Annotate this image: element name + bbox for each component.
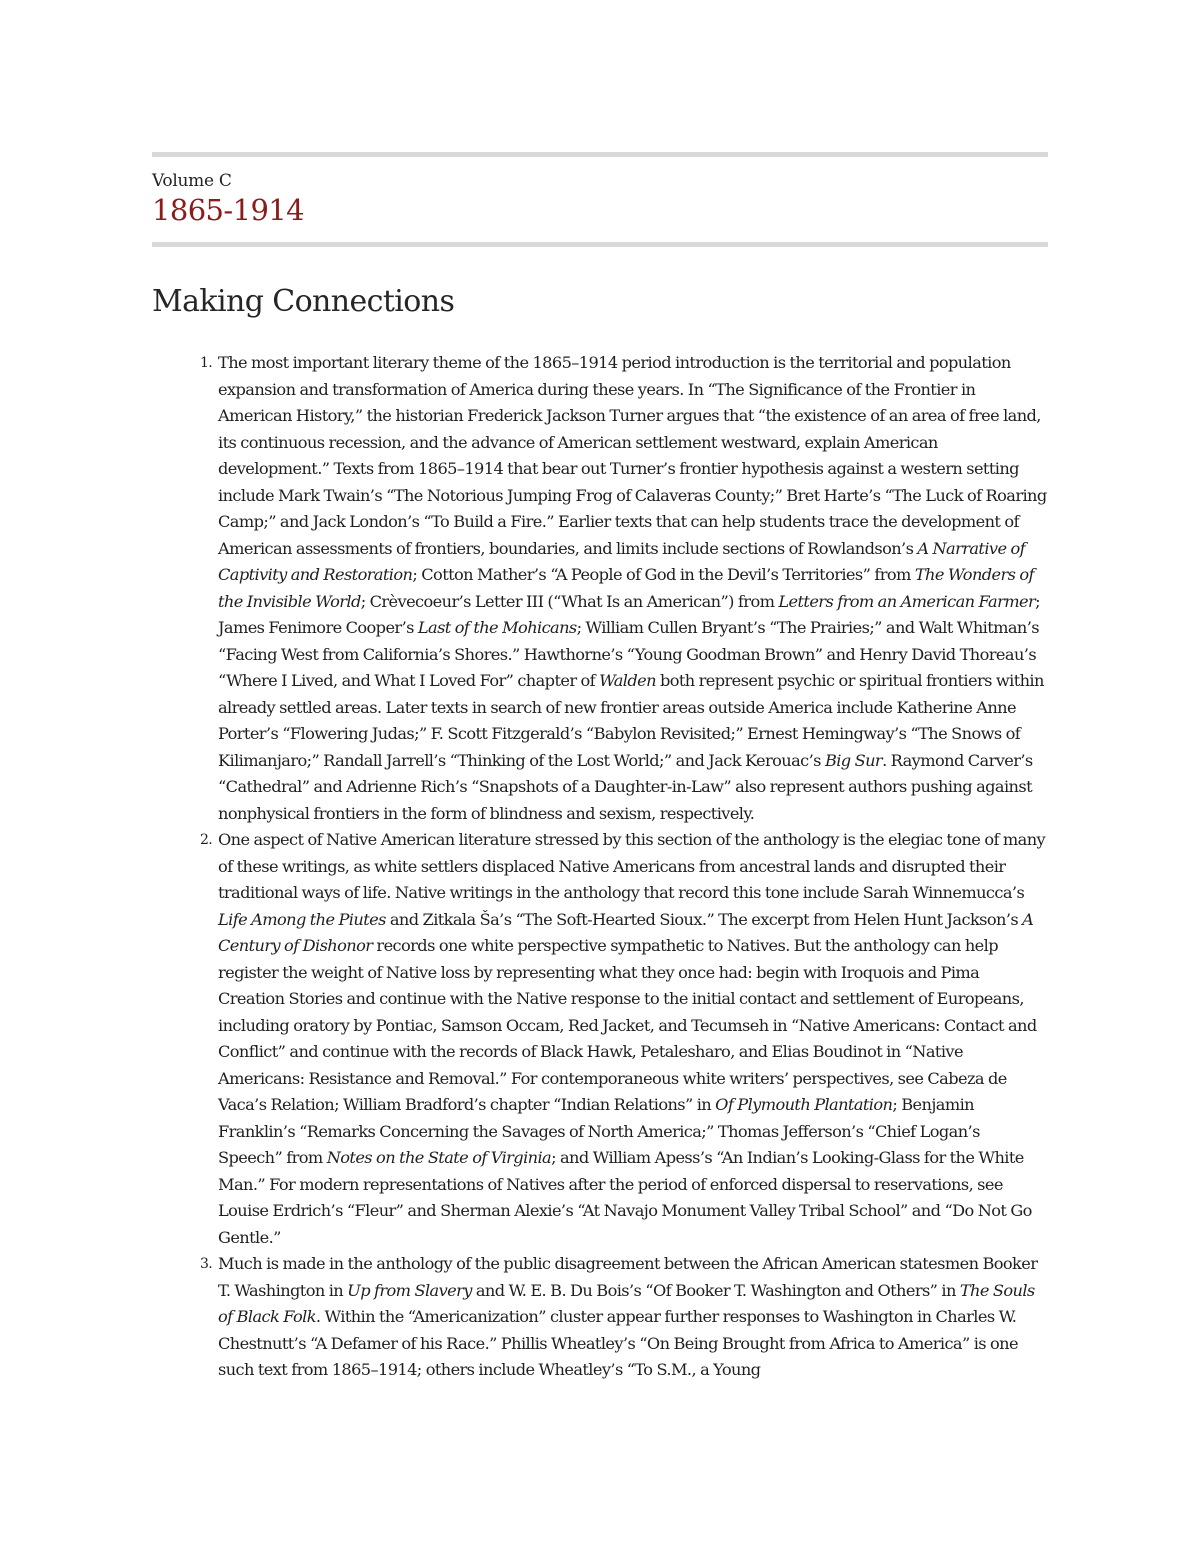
top-divider: [152, 152, 1048, 157]
list-item: [152, 1251, 1048, 1384]
paragraph-text: ; William Cullen Bryant’s “The Prairies;” and Walt Whitman’s “Facing West from California’s Shores.” Hawthorne’s “Young Goodman Brown” and Henry David Thoreau’s “Where I Lived, and What I Loved For” chapter of: [218, 618, 1040, 690]
page-title: Making Connections: [152, 284, 455, 319]
paragraph-text: . Within the “Americanization” cluster appear further responses to Washington in Charles W. Chestnutt’s “A Defamer of his Race.” Phillis Wheatley’s “On Being Brought from Africa to America” is one such text from 1865–1914; others include Wheatley’s “To S.M., a Young: [218, 1307, 1018, 1379]
list-item: [152, 350, 1048, 827]
work-title: A Century of Dishonor: [218, 909, 1034, 955]
paragraph-text: ; Cotton Mather’s “A People of God in the Devil’s Territories” from: [412, 565, 915, 584]
paragraph-text: The most important literary theme of the 1865–1914 period introduction is the territorial and population expansion and transformation of America during these years. In “The Significance of the Frontier in American History,” the historian Frederick Jackson Turner argues that “the existence of an area of free land, its continuous recession, and the advance of American settlement westward, explain American development.” Texts from 1865–1914 that bear out Turner’s frontier hypothesis against a western setting include Mark Twain’s “The Notorious Jumping Frog of Calaveras County;” Bret Harte’s “The Luck of Roaring Camp;” and Jack London’s “To Build a Fire.” Earlier texts that can help students trace the development of American assessments of frontiers, boundaries, and limits include sections of Rowlandson’s: [218, 353, 1047, 558]
work-title: Last of the Mohicans: [417, 618, 577, 637]
list-item: [152, 827, 1048, 1251]
work-title: A Narrative of Captivity and Restoration: [218, 538, 1026, 584]
list-item-number: 3.: [200, 1256, 213, 1272]
paragraph-text: ; Benjamin Franklin’s “Remarks Concerning the Savages of North America;” Thomas Jefferson’s “Chief Logan’s Speech” from: [218, 1095, 980, 1167]
list-item-number: 2.: [200, 832, 213, 848]
paragraph-text: and W. E. B. Du Bois’s “Of Booker T. Washington and Others” in: [471, 1280, 960, 1300]
work-title: Walden: [599, 671, 656, 690]
bottom-divider: [152, 242, 1048, 247]
work-title: Letters from an American Farmer: [778, 591, 1036, 611]
list-item-number: 1.: [200, 355, 213, 371]
paragraph-text: ; and William Apess’s “An Indian’s Looking-Glass for the White Man.” For modern representations of Natives after the period of enforced dispersal to reservations, see Louise Erdrich’s “Fleur” and Sherman Alexie’s “At Navajo Monument Valley Tribal School” and “Do Not Go Gentle.”: [218, 1148, 1032, 1247]
work-title: Life Among the Piutes: [218, 909, 386, 929]
work-title: The Souls of Black Folk: [218, 1280, 1035, 1326]
paragraph-text: One aspect of Native American literature stressed by this section of the anthology is the elegiac tone of many of these writings, as white settlers displaced Native Americans from ancestral lands and disrupted their traditional ways of life. Native writings in the anthology that record this tone include Sarah Winnemucca’s: [218, 830, 1046, 902]
page-content: [152, 152, 1048, 1384]
work-title: Up from Slavery: [347, 1280, 472, 1300]
work-title: The Wonders of the Invisible World: [218, 565, 1034, 611]
work-title: Notes on the State of Virginia: [326, 1148, 552, 1167]
paragraph-text: records one white perspective sympathetic to Natives. But the anthology can help register the weight of Native loss by representing what they once had: begin with Iroquois and Pima Creation Stories and continue with the Native response to the initial contact and settlement of Europeans, including oratory by Pontiac, Samson Occam, Red Jacket, and Tecumseh in “Native Americans: Contact and Conflict” and continue with the records of Black Hawk, Petalesharo, and Elias Boudinot in “Native Americans: Resistance and Removal.” For contemporaneous white writers’ perspectives, see Cabeza de Vaca’s Relation; William Bradford’s chapter “Indian Relations” in: [218, 936, 1037, 1114]
paragraph-text: Much is made in the anthology of the public disagreement between the African American statesmen Booker T. Washington in: [218, 1254, 1038, 1300]
paragraph-text: and Zitkala Ša’s “The Soft-Hearted Sioux.” The excerpt from Helen Hunt Jackson’s: [385, 909, 1023, 929]
connections-list: [152, 350, 1048, 1384]
volume-label: Volume C: [152, 171, 232, 191]
volume-years: 1865-1914: [152, 193, 305, 227]
paragraph-text: ; Crèvecoeur’s Letter III (“What Is an American”) from: [360, 591, 779, 611]
paragraph-text: . Raymond Carver’s “Cathedral” and Adrienne Rich’s “Snapshots of a Daughter-in-Law” also represent authors pushing against nonphysical frontiers in the form of blindness and sexism, respectively.: [218, 750, 1033, 823]
paragraph-text: both represent psychic or spiritual frontiers within already settled areas. Later texts in search of new frontier areas outside America include Katherine Anne Porter’s “Flowering Judas;” F. Scott Fitzgerald’s “Babylon Revisited;” Ernest Hemingway’s “The Snows of Kilimanjaro;” Randall Jarrell’s “Thinking of the Lost World;” and Jack Kerouac’s: [218, 671, 1044, 770]
paragraph-text: ; James Fenimore Cooper’s: [218, 591, 1040, 637]
work-title: Big Sur: [824, 750, 883, 770]
work-title: Of Plymouth Plantation: [715, 1095, 893, 1114]
